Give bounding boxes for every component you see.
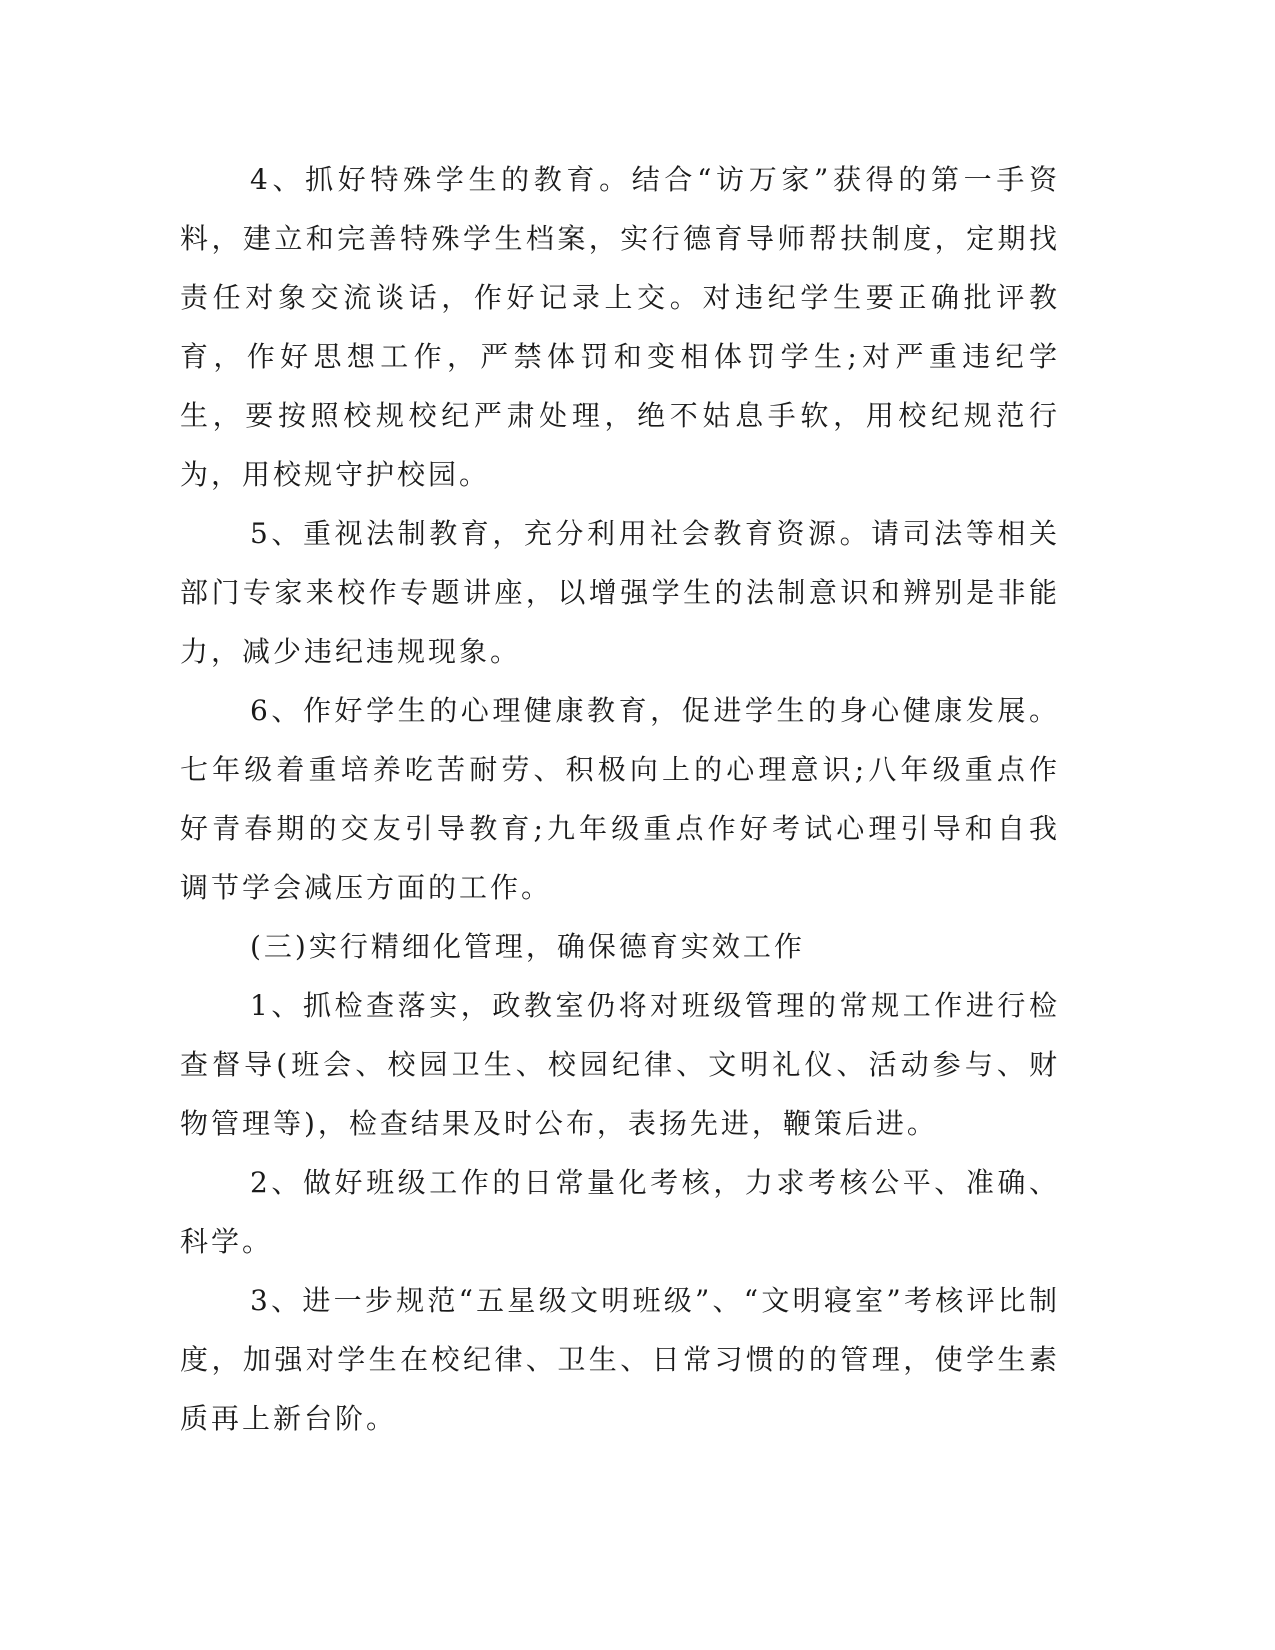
paragraph-five-star-class: 3、进一步规范“五星级文明班级”、“文明寝室”考核评比制度，加强对学生在校纪律、卫生、日常习惯的的管理，使学生素质再上新台阶。 <box>180 1284 1060 1435</box>
document-body <box>180 150 1060 1448</box>
paragraph-quantitative-assessment: 2、做好班级工作的日常量化考核，力求考核公平、准确、科学。 <box>180 1166 1060 1258</box>
paragraph-special-students: 4、抓好特殊学生的教育。结合“访万家”获得的第一手资料，建立和完善特殊学生档案，实行德育导师帮扶制度，定期找责任对象交流谈话，作好记录上交。对违纪学生要正确批评教育，作好思想工作，严禁体罚和变相体罚学生;对严重违纪学生，要按照校规校纪严肃处理，绝不姑息手软，用校纪规范行为，用校规守护校园。 <box>180 163 1060 491</box>
paragraph-legal-education: 5、重视法制教育，充分利用社会教育资源。请司法等相关部门专家来校作专题讲座，以增强学生的法制意识和辨别是非能力，减少违纪违规现象。 <box>180 517 1060 668</box>
section-heading-refined-management: (三)实行精细化管理，确保德育实效工作 <box>250 930 805 963</box>
paragraph-mental-health: 6、作好学生的心理健康教育，促进学生的身心健康发展。七年级着重培养吃苦耐劳、积极向上的心理意识;八年级重点作好青春期的交友引导教育;九年级重点作好考试心理引导和自我调节学会减压方面的工作。 <box>180 694 1060 904</box>
paragraph-inspection: 1、抓检查落实，政教室仍将对班级管理的常规工作进行检查督导(班会、校园卫生、校园纪律、文明礼仪、活动参与、财物管理等)，检查结果及时公布，表扬先进，鞭策后进。 <box>180 989 1060 1140</box>
